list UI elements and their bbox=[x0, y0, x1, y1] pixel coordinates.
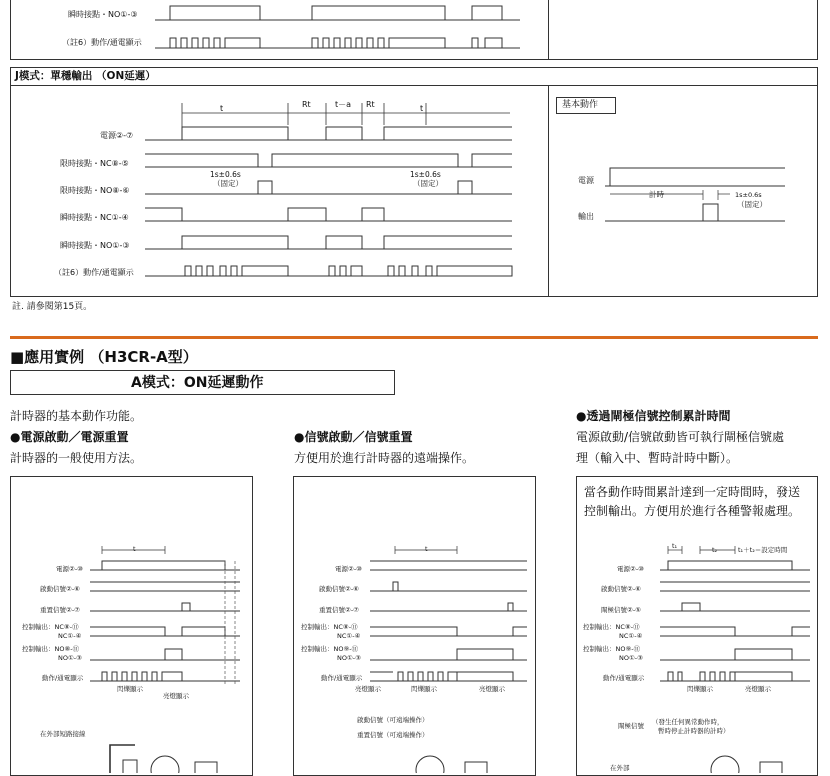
col1-blink: 閃爍顯示 bbox=[117, 685, 143, 693]
top-row-label: （註6）動作/通電顯示 bbox=[62, 38, 142, 47]
mode-box bbox=[10, 370, 395, 395]
j-row-label: 限時接點・NC⑧-⑤ bbox=[60, 159, 129, 168]
col2-t: t bbox=[425, 545, 428, 553]
col2-lit2: 亮燈顯示 bbox=[479, 685, 505, 693]
col1-row: 啟動信號②-⑥ bbox=[40, 585, 80, 593]
col2-sig1: 啟動信號（可遠端操作） bbox=[357, 716, 429, 724]
col3-ext: 在外部 bbox=[610, 764, 630, 772]
col3-heading: ●透過閘極信號控制累計時間 bbox=[576, 409, 731, 423]
col1-row: NO①-③ bbox=[58, 654, 82, 662]
col1-wire: 在外部短路接線 bbox=[40, 730, 86, 738]
j-basic-timer: 計時 bbox=[649, 190, 664, 199]
j-row-label: （註6）動作/通電顯示 bbox=[54, 268, 134, 277]
col2-waveforms bbox=[365, 540, 535, 773]
j-basic-waveform bbox=[600, 160, 800, 230]
col3-blink: 閃爍顯示 bbox=[687, 685, 713, 693]
col2-lit: 亮燈顯示 bbox=[355, 685, 381, 693]
col1-row: 控制輸出：NO⑧-⑪ bbox=[22, 645, 80, 653]
col3-tsum: t₁＋t₂＝設定時間 bbox=[738, 546, 788, 554]
col2-sig2: 重置信號（可遠端操作） bbox=[357, 731, 429, 739]
col3-row: 控制輸出：NC⑧-⑪ bbox=[583, 623, 640, 631]
j-ta-label: t－a bbox=[335, 100, 352, 109]
col1-row: 動作/通電顯示 bbox=[42, 674, 84, 682]
mode-box-title: A模式：ON延遲動作 bbox=[131, 375, 264, 391]
col1-desc: 計時器的一般使用方法。 bbox=[10, 451, 143, 465]
col2-blink: 閃爍顯示 bbox=[411, 685, 437, 693]
col2-row: NC①-④ bbox=[337, 632, 361, 640]
j-t2-label: t bbox=[420, 104, 424, 113]
orange-rule bbox=[10, 336, 818, 339]
col3-gate-note: （發生任何異常動作時， bbox=[652, 718, 724, 726]
j-pulse-fixed: （固定） bbox=[213, 179, 243, 188]
col3-t2: t₂ bbox=[712, 546, 718, 554]
col1-lit: 亮燈顯示 bbox=[163, 692, 189, 700]
col1-t: t bbox=[133, 545, 136, 553]
footnote: 註. 請參閱第15頁。 bbox=[12, 302, 93, 312]
j-row-label: 瞬時接點・NO①-③ bbox=[60, 241, 130, 250]
col3-t1: t₁ bbox=[672, 542, 678, 550]
j-t1-label: t bbox=[220, 104, 224, 113]
col1-row: NC①-④ bbox=[58, 632, 82, 640]
col3-box-text: 控制輸出。方便用於進行各種警報處理。 bbox=[584, 504, 801, 518]
col3-gate: 閘極信號 bbox=[618, 722, 644, 730]
j-waveforms bbox=[140, 95, 540, 285]
col3-row: NC①-④ bbox=[619, 632, 643, 640]
section-heading: ■應用實例 （H3CR-A型） bbox=[10, 348, 198, 366]
j-mode-col-divider bbox=[548, 86, 549, 297]
col2-row: 動作/通電顯示 bbox=[321, 674, 363, 682]
j-pulse-note: 1s±0.6s bbox=[410, 170, 441, 179]
col3-row: 閘極信號②-⑤ bbox=[601, 606, 641, 614]
col2-heading: ●信號啟動／信號重置 bbox=[294, 430, 413, 444]
j-row-label: 電源②-⑦ bbox=[100, 131, 134, 140]
j-pulse-note: 1s±0.6s bbox=[210, 170, 241, 179]
col3-row: 電源②-⑩ bbox=[617, 565, 644, 573]
top-row-label: 瞬時接點・NO①-③ bbox=[68, 10, 138, 19]
col3-desc: 理（輸入中、暫時計時中斷）。 bbox=[576, 451, 739, 465]
col3-row: 啟動信號②-⑥ bbox=[601, 585, 641, 593]
col1-intro: 計時器的基本動作功能。 bbox=[10, 409, 143, 423]
j-rt1-label: Rt bbox=[302, 100, 311, 109]
col2-row: 控制輸出：NO⑨-⑪ bbox=[301, 645, 359, 653]
col2-row: 電源②-⑩ bbox=[335, 565, 362, 573]
j-basic-row: 輸出 bbox=[578, 212, 594, 221]
j-basic-row: 電源 bbox=[578, 176, 594, 185]
j-basic-fixed: （固定） bbox=[737, 200, 767, 209]
j-mode-title-divider bbox=[10, 85, 818, 86]
j-mode-title: J模式：單穩輸出 （ON延遲） bbox=[15, 70, 156, 82]
col3-row: 控制輸出：NO⑨-⑪ bbox=[583, 645, 641, 653]
top-divider bbox=[548, 0, 549, 60]
col3-row: NO①-③ bbox=[619, 654, 643, 662]
top-waveforms bbox=[150, 0, 530, 55]
col2-row: NO①-③ bbox=[337, 654, 361, 662]
col1-waveforms bbox=[85, 540, 250, 773]
col1-heading: ●電源啟動／電源重置 bbox=[10, 430, 129, 444]
j-row-label: 瞬時接點・NC①-④ bbox=[60, 213, 129, 222]
col2-row: 啟動信號②-⑥ bbox=[319, 585, 359, 593]
col3-lit: 亮燈顯示 bbox=[745, 685, 771, 693]
j-rt2-label: Rt bbox=[366, 100, 375, 109]
col2-row: 重置信號②-⑦ bbox=[319, 606, 359, 614]
col3-row: 動作/通電顯示 bbox=[603, 674, 645, 682]
j-basic-pulse: 1s±0.6s bbox=[735, 191, 762, 199]
col2-desc: 方便用於進行計時器的遠端操作。 bbox=[294, 451, 475, 465]
col1-row: 控制輸出：NC⑧-⑪ bbox=[22, 623, 79, 631]
col3-waveforms bbox=[660, 540, 818, 773]
j-pulse-fixed: （固定） bbox=[413, 179, 443, 188]
col3-box-text: 當各動作時間累計達到一定時間時，發送 bbox=[584, 485, 801, 499]
col3-desc: 電源啟動/信號啟動皆可執行閘極信號處 bbox=[576, 430, 785, 444]
j-row-label: 限時接點・NO⑧-⑥ bbox=[60, 186, 130, 195]
col1-row: 重置信號②-⑦ bbox=[40, 606, 80, 614]
col2-row: 控制輸出：NC⑧-⑪ bbox=[301, 623, 358, 631]
col1-row: 電源②-⑩ bbox=[56, 565, 83, 573]
j-basic-title: 基本動作 bbox=[562, 100, 599, 110]
col3-gate-note: 暫時停止計時器的計時） bbox=[658, 727, 730, 735]
